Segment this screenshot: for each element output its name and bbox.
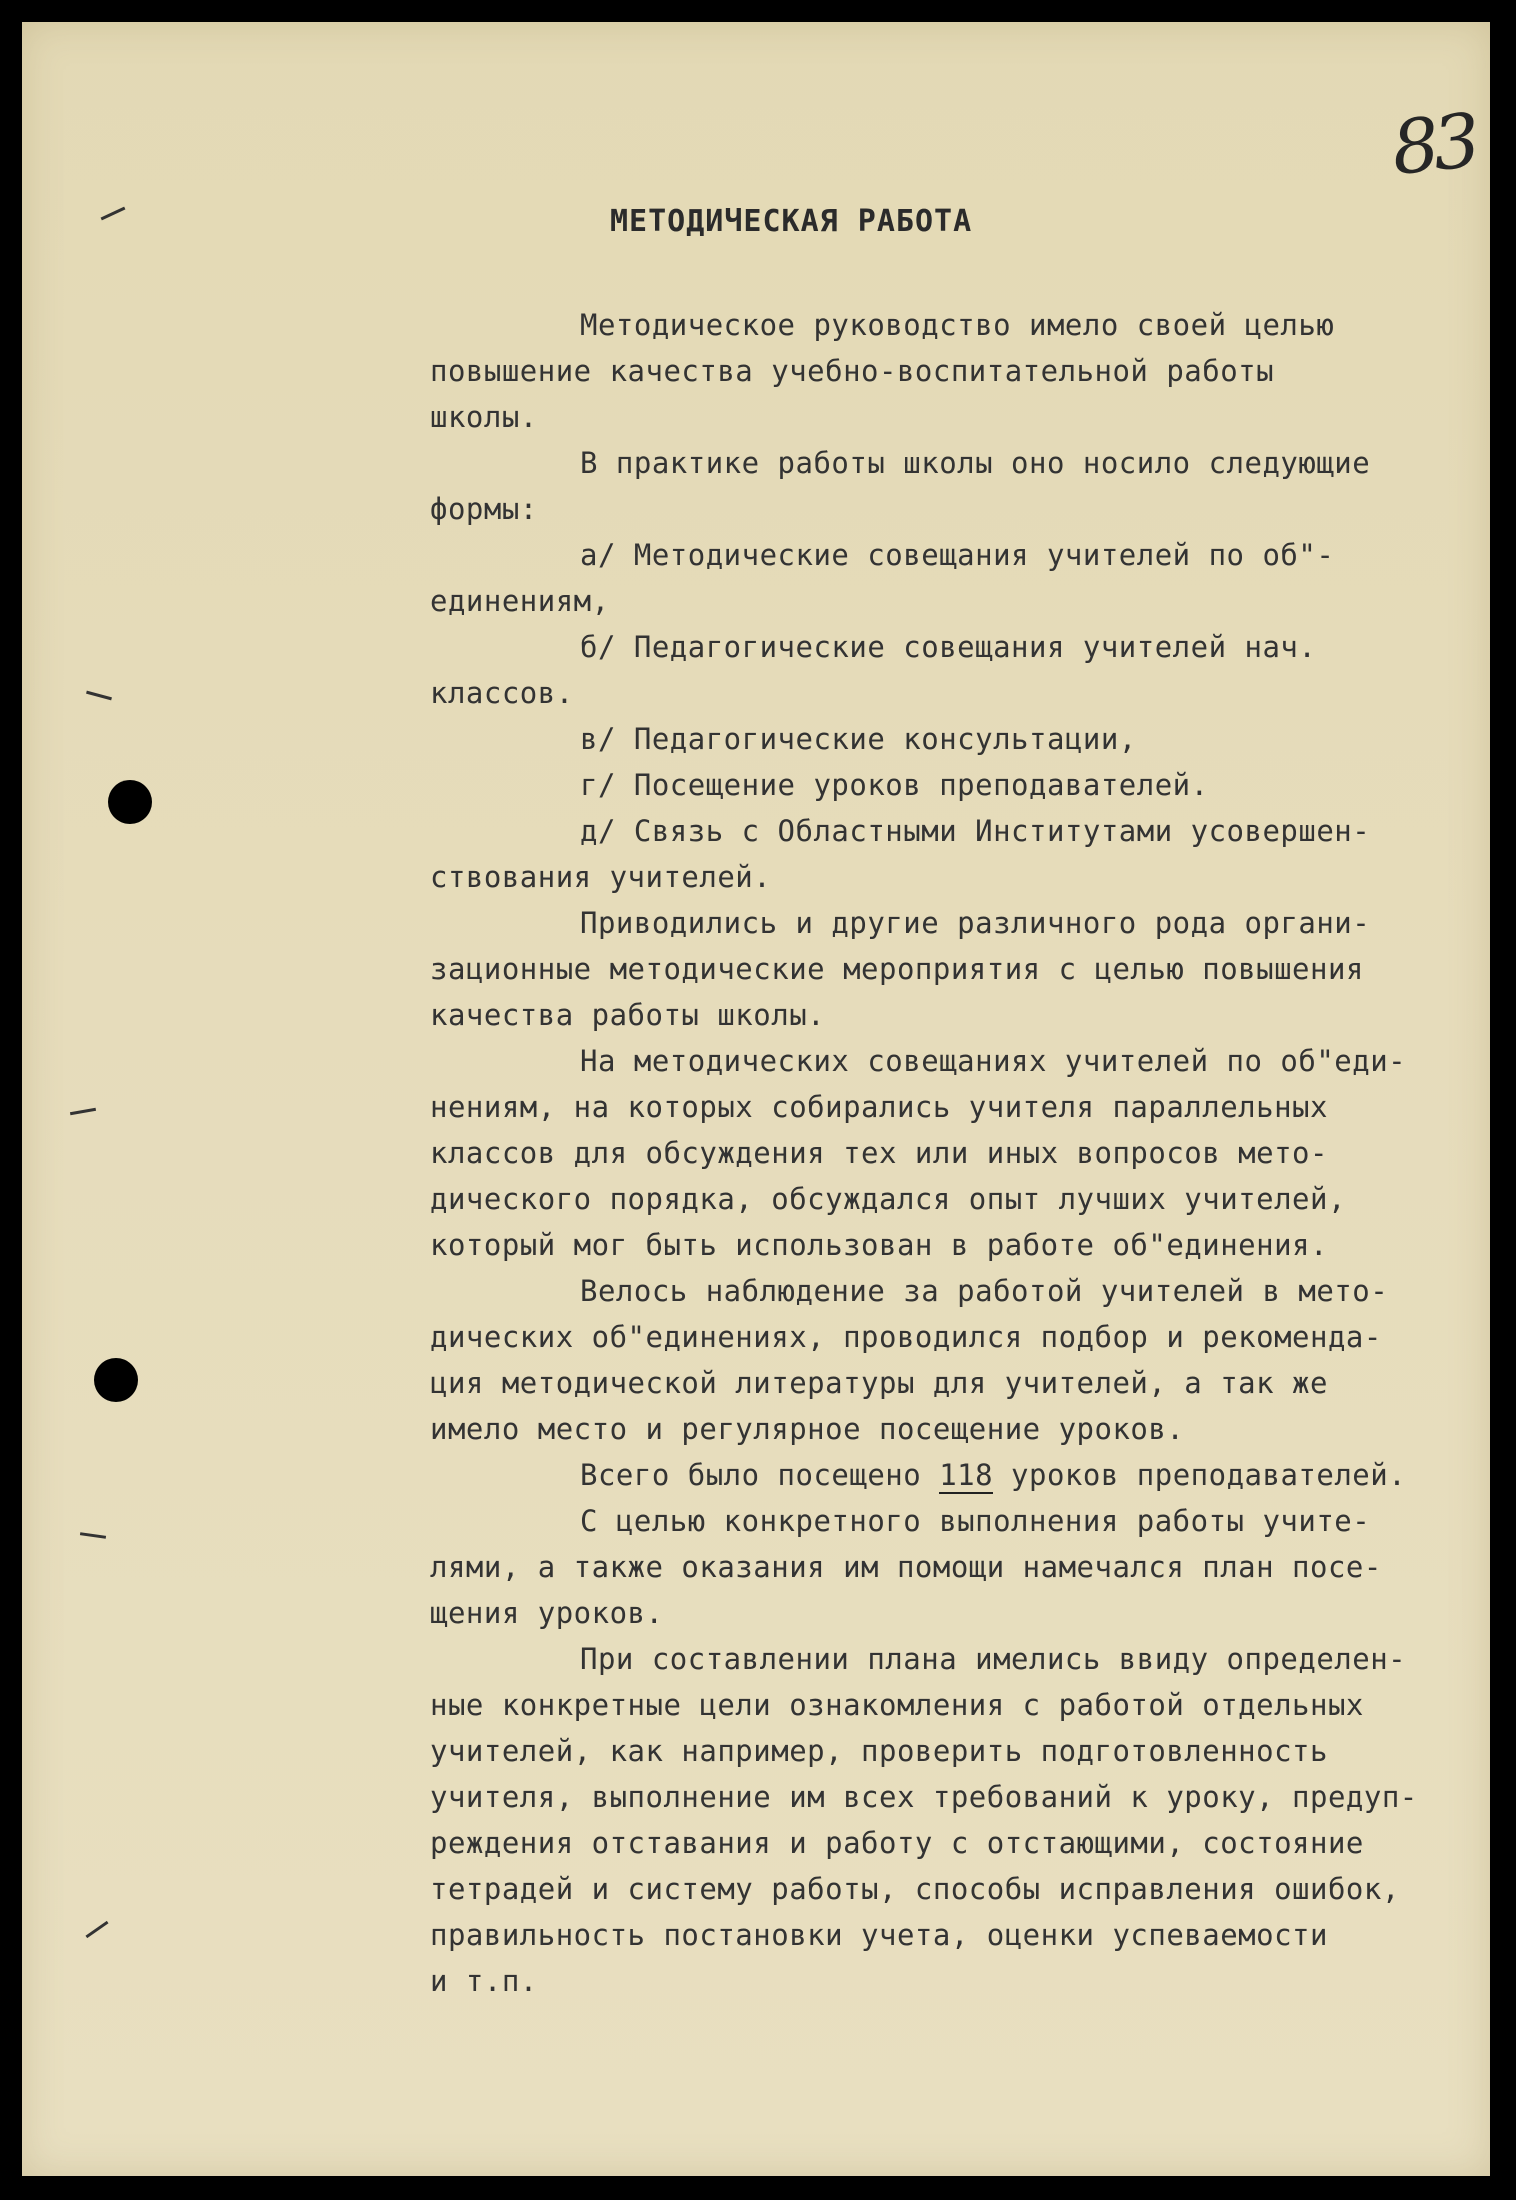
text-line: б/ Педагогические совещания учителей нач.: [580, 630, 1317, 664]
text-line: ствования учителей.: [430, 860, 772, 894]
text-line: учителя, выполнение им всех требований к уроку, предуп-: [430, 1780, 1418, 1814]
text-line: реждения отставания и работу с отстающими, состояние: [430, 1826, 1364, 1860]
text-line: В практике работы школы оно носило следующие: [580, 446, 1371, 480]
text-line: школы.: [430, 400, 538, 434]
document-page: [22, 22, 1490, 2176]
punch-hole-top: [108, 780, 152, 824]
text-line: г/ Посещение уроков преподавателей.: [580, 768, 1209, 802]
text-line: нениям, на которых собирались учителя параллельных: [430, 1090, 1328, 1124]
margin-mark: [80, 1532, 106, 1539]
text-line: и т.п.: [430, 1964, 538, 1998]
text-line: учителей, как например, проверить подготовленность: [430, 1734, 1328, 1768]
document-title: МЕТОДИЧЕСКАЯ РАБОТА: [610, 204, 973, 239]
text-line: классов.: [430, 676, 574, 710]
text-line: На методических совещаниях учителей по об"еди-: [580, 1044, 1407, 1078]
text-line: тетрадей и систему работы, способы исправления ошибок,: [430, 1872, 1400, 1906]
text-line: формы:: [430, 492, 538, 526]
text-line: в/ Педагогические консультации,: [580, 722, 1137, 756]
text-line: дических об"единениях, проводился подбор и рекоменда-: [430, 1320, 1382, 1354]
text-line: зационные методические мероприятия с целью повышения: [430, 952, 1364, 986]
text-line: щения уроков.: [430, 1596, 664, 1630]
text-line: качества работы школы.: [430, 998, 826, 1032]
handwritten-page-number: 83: [1387, 97, 1479, 193]
margin-mark: [101, 207, 126, 221]
text-line: а/ Методические совещания учителей по об"-: [580, 538, 1335, 572]
text-line: имело место и регулярное посещение уроков.: [430, 1412, 1185, 1446]
text-line: дического порядка, обсуждался опыт лучших учителей,: [430, 1182, 1346, 1216]
text-line: лями, а также оказания им помощи намечался план посе-: [430, 1550, 1382, 1584]
margin-mark: [70, 1108, 96, 1115]
text-line: единениям,: [430, 584, 610, 618]
text-segment: Всего было посещено: [580, 1458, 940, 1492]
text-line: При составлении плана имелись ввиду определен-: [580, 1642, 1407, 1676]
punch-hole-bottom: [94, 1358, 138, 1402]
text-line: [430, 1452, 1460, 1498]
margin-mark: [85, 1921, 108, 1938]
text-line: ные конкретные цели ознакомления с работой отдельных: [430, 1688, 1364, 1722]
document-body: [430, 302, 1460, 2004]
text-line: правильность постановки учета, оценки успеваемости: [430, 1918, 1328, 1952]
text-line: который мог быть использован в работе об"единения.: [430, 1228, 1328, 1262]
text-line: Велось наблюдение за работой учителей в мето-: [580, 1274, 1389, 1308]
text-line: Методическое руководство имело своей целью: [580, 308, 1335, 342]
text-segment: уроков преподавателей.: [993, 1458, 1407, 1492]
text-line: С целью конкретного выполнения работы учите-: [580, 1504, 1371, 1538]
text-line: классов для обсуждения тех или иных вопросов мето-: [430, 1136, 1328, 1170]
text-line: повышение качества учебно-воспитательной работы: [430, 354, 1275, 388]
underlined-number: 118: [939, 1458, 994, 1492]
text-line: Приводились и другие различного рода органи-: [580, 906, 1371, 940]
margin-mark: [86, 691, 112, 701]
text-line: д/ Связь с Областными Институтами усовершен-: [580, 814, 1371, 848]
text-line: ция методической литературы для учителей, а так же: [430, 1366, 1328, 1400]
